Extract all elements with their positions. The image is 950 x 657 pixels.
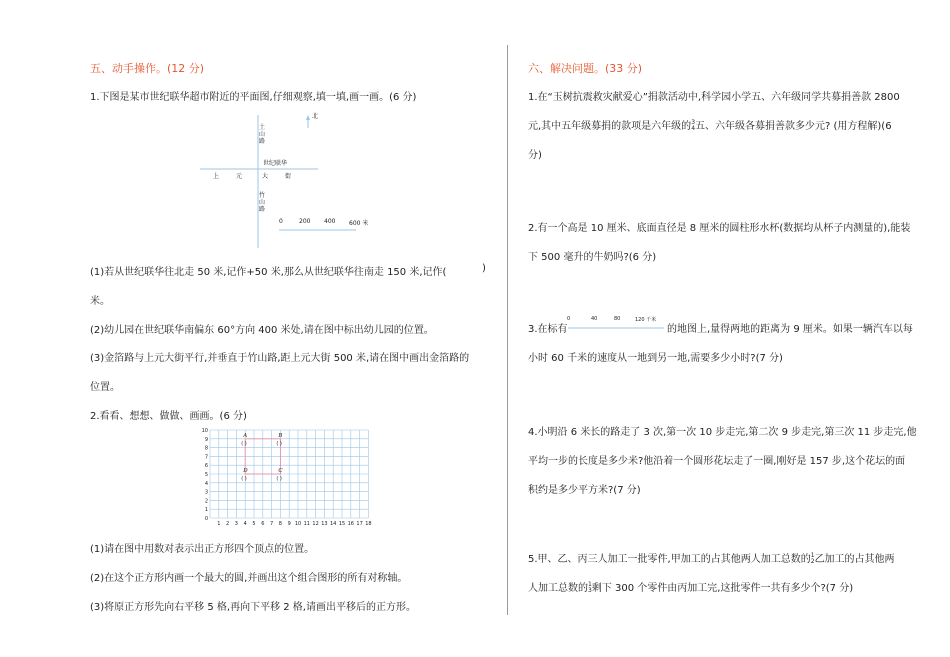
problem-1-line1: 1.在“玉树抗震救灾献爱心”捐款活动中,科学园小学五、六年级同学共募捐善款 2800 (528, 92, 900, 103)
column-divider (507, 45, 508, 615)
vertex-label: A (243, 432, 248, 439)
y-tick-label: 9 (204, 436, 208, 443)
x-tick-label: 18 (365, 521, 372, 527)
vertex-answer-blank: ( ) (276, 476, 282, 482)
x-tick-label: 1 (217, 521, 221, 527)
vertex-label: D (243, 468, 248, 474)
problem-4-line3: 积约是多少平方米?(7 分) (528, 485, 641, 496)
problem-1-line2 (528, 117, 892, 132)
q1-sub1-text: (1)若从世纪联华往北走 50 米,记作+50 米,那么从世纪联华往南走 150 米,记作( (90, 267, 447, 278)
y-tick-label: 1 (204, 507, 208, 514)
x-tick-label: 11 (303, 521, 310, 527)
y-tick-label: 3 (204, 489, 208, 496)
x-tick-label: 16 (347, 521, 354, 527)
q1-sub3-text: (3)金箔路与上元大街平行,并垂直于竹山路,距上元大街 500 米,请在图中画出金箔路的 (90, 353, 470, 364)
problem-3-line1-a: 3.在标有 (528, 324, 568, 335)
problem-1-line2-a: 元,其中五年级募捐的款项是六年级的 (528, 121, 692, 132)
problem-3-line1-b: 的地图上,量得两地的距离为 9 厘米。如果一辆汽车以每 (667, 324, 913, 335)
q2-sub1-text: (1)请在图中用数对表示出正方形四个顶点的位置。 (90, 544, 315, 555)
vertex-answer-blank: ( ) (241, 476, 247, 482)
problem-5-line1-a: 5.甲、乙、丙三人加工一批零件,甲加工的占其他两人加工总数的 (528, 554, 811, 565)
y-tick-label: 7 (204, 454, 208, 461)
x-tick-label: 4 (243, 521, 247, 527)
problem-3-line2: 小时 60 千米的速度从一地到另一地,需要多少小时?(7 分) (528, 353, 783, 364)
q2-sub3-text: (3)将原正方形先向右平移 5 格,再向下平移 2 格,请画出平移后的正方形。 (90, 602, 416, 613)
city-map-figure (200, 110, 370, 250)
mini-scale-40: 40 (591, 316, 598, 322)
y-tick-label: 0 (204, 516, 208, 522)
x-tick-label: 5 (252, 521, 256, 527)
x-tick-label: 7 (270, 521, 274, 527)
mini-scale-80: 80 (614, 316, 621, 322)
question-1-title: 1.下图是某市世纪联华超市附近的平面图,仔细观察,填一填,画一画。(6 分) (90, 92, 417, 103)
problem-5-line2-b: 剩下 300 个零件由丙加工完,这批零件一共有多少个?(7 分) (591, 583, 854, 594)
y-tick-label: 8 (204, 445, 208, 452)
x-tick-label: 12 (312, 521, 319, 527)
mini-scale-120: 120 千米 (635, 317, 657, 323)
scale-tick-0: 0 (279, 218, 283, 225)
q1-sub1-unit: 米。 (90, 296, 110, 307)
problem-2-line1: 2.有一个高是 10 厘米、底面直径是 8 厘米的圆柱形水杯(数据均从杯子内测量的),能装 (528, 223, 911, 234)
problem-5-line2-a: 人加工总数的 (528, 583, 588, 594)
x-tick-label: 9 (287, 521, 291, 527)
problem-1-line3: 分) (528, 150, 542, 161)
y-tick-label: 5 (204, 472, 208, 478)
store-label: 世纪联华 (263, 160, 288, 167)
coordinate-grid (198, 428, 378, 528)
scale-tick-600: 600 米 (349, 220, 369, 227)
scale-tick-200: 200 (299, 218, 311, 225)
vertex-label: C (278, 468, 283, 474)
street-label-4: 街 (285, 173, 292, 180)
fraction-3-4: 3 4 (691, 119, 696, 132)
problem-2-line2: 下 500 毫升的牛奶吗?(6 分) (528, 252, 657, 263)
street-label-2: 元 (236, 173, 243, 180)
section-title-problems: 六、解决问题。(33 分) (528, 62, 643, 75)
x-tick-label: 15 (338, 521, 346, 527)
y-tick-label: 10 (201, 428, 208, 434)
street-label-1: 上 (213, 173, 220, 180)
fraction-1-3: 1 3 (588, 581, 592, 594)
fraction-1-2: 1 2 (810, 552, 815, 565)
y-tick-label: 2 (204, 498, 208, 505)
q1-sub2-text: (2)幼儿园在世纪联华南偏东 60°方向 400 米处,请在图中标出幼儿园的位置。 (90, 325, 434, 336)
scale-tick-400: 400 (324, 218, 336, 225)
x-tick-label: 13 (321, 521, 328, 527)
problem-5-line1 (528, 550, 895, 565)
road-label-zhushan: 竹 山 路 (259, 192, 266, 213)
q2-sub2-text: (2)在这个正方形内画一个最大的圆,并画出这个组合图形的所有对称轴。 (90, 573, 408, 584)
vertex-label: B (278, 432, 283, 439)
x-tick-label: 17 (356, 521, 363, 527)
problem-4-line1: 4.小明沿 6 米长的路走了 3 次,第一次 10 步走完,第二次 9 步走完,第三次 11 步走完,他 (528, 427, 917, 438)
x-tick-label: 14 (330, 521, 337, 527)
vertex-answer-blank: ( ) (276, 440, 282, 447)
section-title-operations: 五、动手操作。(12 分) (90, 62, 205, 75)
north-label: 北 (312, 113, 319, 120)
q1-sub1-close: ) (482, 263, 486, 274)
road-label-tushan: 土 山 路 (259, 124, 266, 145)
x-tick-label: 10 (294, 521, 302, 527)
x-tick-label: 6 (261, 521, 265, 527)
problem-1-line2-b: 五、六年级各募捐善款多少元? (用方程解)(6 (695, 121, 892, 132)
x-tick-label: 3 (234, 521, 238, 527)
y-tick-label: 6 (204, 463, 208, 470)
q1-sub3-text-cont: 位置。 (90, 382, 120, 393)
problem-4-line2: 平均一步的长度是多少米?他沿着一个圆形花坛走了一圈,刚好是 157 步,这个花坛的面 (528, 456, 906, 467)
mini-scale-0: 0 (567, 316, 571, 322)
x-tick-label: 2 (226, 521, 230, 527)
vertex-answer-blank: ( ) (241, 440, 247, 447)
problem-5-line2 (528, 579, 853, 594)
y-tick-label: 4 (204, 480, 208, 487)
x-tick-label: 8 (278, 521, 282, 527)
problem-5-line1-b: 乙加工的占其他两 (814, 554, 895, 565)
question-2-title: 2.看看、想想、做做、画画。(6 分) (90, 411, 247, 422)
street-label-3: 大 (262, 173, 269, 180)
